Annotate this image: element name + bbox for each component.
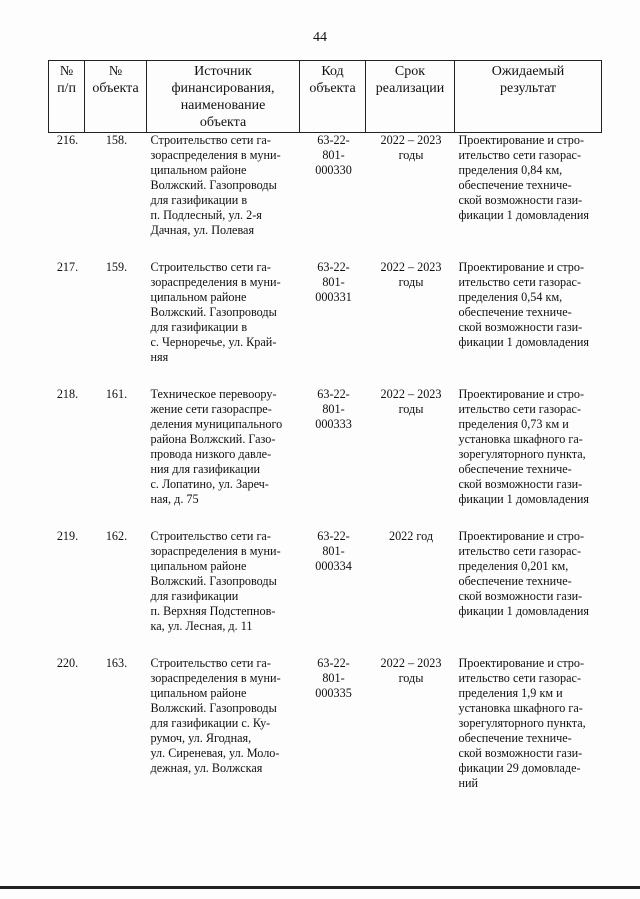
result-line: пределения 0,201 км, [458, 559, 569, 573]
source-line: зораспределения в муни- [150, 544, 281, 558]
result-cell [455, 529, 602, 656]
header-line: объекта [92, 81, 139, 96]
result-line: ской возможности гази- [458, 477, 583, 491]
header-line: № [59, 64, 74, 79]
source-line: ципальном районе [150, 559, 247, 573]
source-line: ка, ул. Лесная, д. 11 [150, 619, 253, 633]
result-line: обеспечение техниче- [458, 574, 572, 588]
source-line: Техническое перевоору- [150, 387, 277, 401]
table-row [49, 133, 602, 261]
term-line: 2022 год [388, 529, 434, 543]
header-implementation-term [366, 61, 455, 133]
source-line: зораспределения в муни- [150, 671, 281, 685]
header-row-number [49, 61, 85, 133]
source-line: провода низкого давле- [150, 447, 272, 461]
term-line: 2022 – 2023 [380, 387, 442, 401]
header-line: результат [499, 81, 557, 96]
source-line: зораспределения в муни- [150, 148, 281, 162]
term-cell [366, 387, 455, 529]
table-row [49, 656, 602, 813]
result-line: Проектирование и стро- [458, 387, 585, 401]
object-number-cell: 163. [105, 656, 128, 670]
source-cell [147, 260, 300, 387]
objects-table [48, 60, 602, 813]
result-line: фикации 1 домовладения [458, 208, 590, 222]
header-line: объекта [199, 115, 247, 130]
code-line: 63-22- [317, 529, 350, 543]
table-row [49, 387, 602, 529]
code-line: 000334 [315, 559, 352, 573]
header-line: п/п [57, 81, 76, 96]
source-line: няя [150, 350, 169, 364]
header-object-code [300, 61, 366, 133]
code-line: 000331 [315, 290, 352, 304]
result-line: фикации 29 домовладе- [458, 761, 581, 775]
code-line: 63-22- [317, 387, 350, 401]
source-cell [147, 387, 300, 529]
source-line: ная, д. 75 [150, 492, 199, 506]
result-line: установка шкафного га- [458, 701, 583, 715]
result-line: фикации 1 домовладения [458, 335, 590, 349]
term-cell [366, 260, 455, 387]
header-line: Код [321, 64, 344, 79]
result-line: Проектирование и стро- [458, 260, 585, 274]
source-line: дежная, ул. Волжская [150, 761, 263, 775]
result-line: ительство сети газорас- [458, 275, 582, 289]
source-line: с. Лопатино, ул. Зареч- [150, 477, 269, 491]
source-line: для газификации с. Ку- [150, 716, 271, 730]
result-line: пределения 1,9 км и [458, 686, 563, 700]
object-code-cell [300, 529, 366, 656]
header-expected-result [455, 61, 602, 133]
source-line: Строительство сети га- [150, 133, 271, 147]
source-cell [147, 529, 300, 656]
header-funding-source [147, 61, 300, 133]
term-line: 2022 – 2023 [380, 260, 442, 274]
result-cell [455, 387, 602, 529]
code-line: 63-22- [317, 133, 350, 147]
source-line: ципальном районе [150, 163, 247, 177]
source-line: ния для газификации [150, 462, 261, 476]
source-line: жение сети газораспре- [150, 402, 272, 416]
source-line: Волжский. Газопроводы [150, 574, 277, 588]
header-line: Ожидаемый [491, 64, 565, 79]
result-line: ний [458, 776, 479, 790]
header-line: Срок [394, 64, 426, 79]
result-line: фикации 1 домовладения [458, 492, 590, 506]
header-line: № [108, 64, 123, 79]
object-code-cell [300, 260, 366, 387]
result-line: ской возможности гази- [458, 193, 583, 207]
result-line: пределения 0,54 км, [458, 290, 563, 304]
code-line: 63-22- [317, 260, 350, 274]
result-line: установка шкафного га- [458, 432, 583, 446]
result-cell [455, 133, 602, 261]
result-line: ительство сети газорас- [458, 148, 582, 162]
table-body [49, 133, 602, 814]
result-line: обеспечение техниче- [458, 731, 572, 745]
result-line: обеспечение техниче- [458, 305, 572, 319]
source-line: Строительство сети га- [150, 529, 271, 543]
source-line: румоч, ул. Ягодная, [150, 731, 252, 745]
header-object-number [85, 61, 147, 133]
page-number: 44 [313, 30, 327, 45]
result-line: Проектирование и стро- [458, 529, 585, 543]
result-cell [455, 656, 602, 813]
source-line: зораспределения в муни- [150, 275, 281, 289]
source-line: п. Подлесный, ул. 2-я [150, 208, 262, 222]
term-line: 2022 – 2023 [380, 656, 442, 670]
object-code-cell [300, 387, 366, 529]
object-number-cell: 161. [105, 387, 128, 401]
result-cell [455, 260, 602, 387]
source-line: деления муниципального [150, 417, 283, 431]
header-line: Источник [194, 64, 252, 79]
bottom-rule [0, 886, 640, 889]
result-line: пределения 0,84 км, [458, 163, 563, 177]
code-line: 63-22- [317, 656, 350, 670]
code-line: 000333 [315, 417, 352, 431]
object-number-cell: 159. [105, 260, 128, 274]
row-number-cell: 219. [56, 529, 79, 543]
term-line: годы [398, 402, 424, 416]
term-line: годы [398, 671, 424, 685]
header-line: объекта [309, 81, 356, 96]
row-number-cell: 216. [56, 133, 79, 147]
source-line: с. Черноречье, ул. Край- [150, 335, 277, 349]
source-line: для газификации в [150, 193, 248, 207]
row-number-cell: 217. [56, 260, 79, 274]
object-number-cell: 158. [105, 133, 128, 147]
code-line: 000335 [315, 686, 352, 700]
source-line: п. Верхняя Подстепнов- [150, 604, 276, 618]
source-line: Волжский. Газопроводы [150, 305, 277, 319]
result-line: обеспечение техниче- [458, 462, 572, 476]
result-line: фикации 1 домовладения [458, 604, 590, 618]
source-cell [147, 133, 300, 261]
result-line: ской возможности гази- [458, 589, 583, 603]
source-line: Строительство сети га- [150, 260, 271, 274]
term-line: годы [398, 148, 424, 162]
term-cell [366, 529, 455, 656]
code-line: 801- [322, 275, 345, 289]
code-line: 801- [322, 148, 345, 162]
header-line: наименование [180, 98, 266, 113]
source-line: для газификации в [150, 320, 248, 334]
term-cell [366, 133, 455, 261]
result-line: ительство сети газорас- [458, 544, 582, 558]
code-line: 000330 [315, 163, 352, 177]
table-row [49, 529, 602, 656]
source-line: Дачная, ул. Полевая [150, 223, 255, 237]
result-line: обеспечение техниче- [458, 178, 572, 192]
table-row [49, 260, 602, 387]
source-line: ул. Сиреневая, ул. Моло- [150, 746, 280, 760]
result-line: ской возможности гази- [458, 746, 583, 760]
result-line: Проектирование и стро- [458, 656, 585, 670]
code-line: 801- [322, 671, 345, 685]
result-line: ительство сети газорас- [458, 671, 582, 685]
result-line: зорегуляторного пункта, [458, 716, 586, 730]
header-line: реализации [375, 81, 445, 96]
result-line: Проектирование и стро- [458, 133, 585, 147]
source-line: Строительство сети га- [150, 656, 271, 670]
object-code-cell [300, 133, 366, 261]
result-line: ской возможности гази- [458, 320, 583, 334]
object-code-cell [300, 656, 366, 813]
term-cell [366, 656, 455, 813]
row-number-cell: 218. [56, 387, 79, 401]
code-line: 801- [322, 402, 345, 416]
term-line: 2022 – 2023 [380, 133, 442, 147]
source-line: Волжский. Газопроводы [150, 701, 277, 715]
header-line: финансирования, [171, 81, 275, 96]
source-line: района Волжский. Газо- [150, 432, 276, 446]
source-line: ципальном районе [150, 686, 247, 700]
source-line: Волжский. Газопроводы [150, 178, 277, 192]
term-line: годы [398, 275, 424, 289]
result-line: пределения 0,73 км и [458, 417, 569, 431]
table-header [49, 61, 602, 133]
object-number-cell: 162. [105, 529, 128, 543]
source-line: для газификации [150, 589, 239, 603]
source-cell [147, 656, 300, 813]
code-line: 801- [322, 544, 345, 558]
result-line: ительство сети газорас- [458, 402, 582, 416]
result-line: зорегуляторного пункта, [458, 447, 586, 461]
row-number-cell: 220. [56, 656, 79, 670]
source-line: ципальном районе [150, 290, 247, 304]
